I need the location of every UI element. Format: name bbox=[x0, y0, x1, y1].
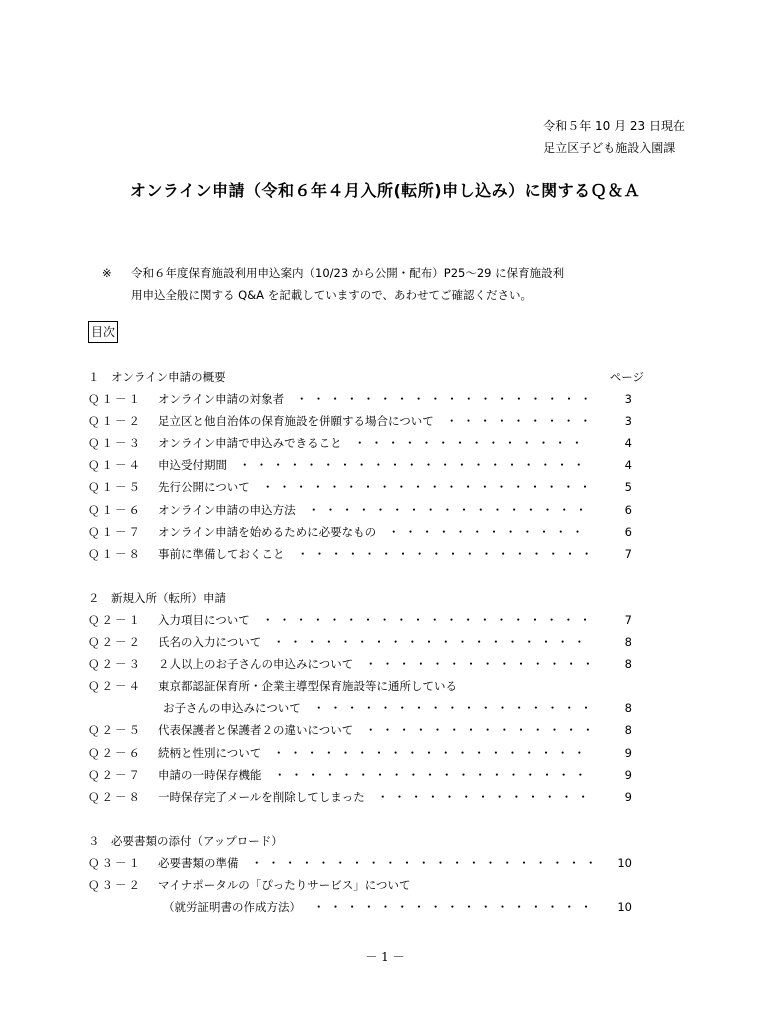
toc-item[interactable] bbox=[88, 454, 648, 476]
toc-item-label: マイナポータルの「ぴったりサービス」について bbox=[158, 877, 411, 892]
section-title: ３ 必要書類の添付（アップロード） bbox=[88, 833, 283, 848]
dot-leader: ・・・・・・・・・ bbox=[446, 414, 597, 429]
dot-leader: ・・・・・・・・・・・・・・・・・ bbox=[313, 900, 597, 915]
dot-leader: ・・・・・・・・・・・・・・・・・・・・・ bbox=[251, 855, 602, 870]
dot-leader: ・・・・・・・・・・・・ bbox=[388, 524, 589, 539]
toc-item[interactable] bbox=[88, 432, 648, 454]
toc-item-label: ２人以上のお子さんの申込みについて bbox=[158, 657, 354, 672]
toc-item-continuation[interactable] bbox=[88, 896, 648, 918]
toc-item-code: Ｑ１－８ bbox=[88, 546, 142, 561]
toc-section-heading bbox=[88, 830, 648, 852]
toc-item-page: 8 bbox=[624, 723, 632, 738]
toc-item-label: 足立区と他自治体の保育施設を併願する場合について bbox=[158, 414, 434, 429]
dot-leader: ・・・・・・・・・・・・・・・・・・ bbox=[297, 546, 598, 561]
toc-item-label: 事前に準備しておくこと bbox=[158, 546, 285, 561]
toc-item-code: Ｑ１－５ bbox=[88, 480, 142, 495]
toc-item[interactable] bbox=[88, 543, 648, 565]
toc-item[interactable] bbox=[88, 742, 648, 764]
toc-item-code: Ｑ１－６ bbox=[88, 502, 142, 517]
toc-item[interactable] bbox=[88, 388, 648, 410]
toc-item-label: 必要書類の準備 bbox=[158, 855, 239, 870]
toc-item-label: オンライン申請の対象者 bbox=[158, 392, 285, 407]
dot-leader: ・・・・・・・・・・・・・・ bbox=[354, 436, 588, 451]
toc-item-label: 氏名の入力について bbox=[158, 635, 262, 650]
dot-leader: ・・・・・・・・・・・・・・ bbox=[365, 657, 599, 672]
toc-item[interactable] bbox=[88, 852, 648, 874]
toc-item[interactable] bbox=[88, 719, 648, 741]
toc-item-page: 9 bbox=[624, 789, 632, 804]
dot-leader: ・・・・・・・・・・・・・・・・・・・・ bbox=[262, 612, 596, 627]
dot-leader: ・・・・・・・・・・・・・・・・・・・ bbox=[274, 767, 592, 782]
toc-item[interactable] bbox=[88, 675, 648, 697]
toc-item-code: Ｑ２－６ bbox=[88, 745, 142, 760]
toc-item-page: 4 bbox=[624, 436, 632, 451]
toc-item-page: 6 bbox=[624, 502, 632, 517]
toc-item-page: 7 bbox=[624, 546, 632, 561]
section-title: １ オンライン申請の概要 bbox=[88, 370, 226, 384]
dot-leader: ・・・・・・・・・・・・・・・・・ bbox=[313, 701, 597, 716]
toc-item[interactable] bbox=[88, 786, 648, 808]
toc-item-code: Ｑ３－２ bbox=[88, 877, 142, 892]
toc-item-label: オンライン申請の申込方法 bbox=[158, 502, 296, 517]
dot-leader: ・・・・・・・・・・・・・・・・・・・ bbox=[273, 635, 591, 650]
toc-item-label: 代表保護者と保護者２の違いについて bbox=[158, 723, 354, 738]
toc-item-page: 9 bbox=[624, 745, 632, 760]
toc-item-code: Ｑ２－２ bbox=[88, 635, 142, 650]
toc-item[interactable] bbox=[88, 874, 648, 896]
toc-item-code: Ｑ２－３ bbox=[88, 657, 142, 672]
dot-leader: ・・・・・・・・・・・・・・・・・・・ bbox=[273, 745, 591, 760]
toc-item-label: 東京都認証保育所・企業主導型保育施設等に通所している bbox=[158, 679, 457, 694]
toc-item-page: 8 bbox=[624, 701, 632, 716]
date-text: 令和５年 10 月 23 日現在 bbox=[543, 119, 685, 133]
toc-item-page: 3 bbox=[624, 414, 632, 429]
toc-item[interactable] bbox=[88, 631, 648, 653]
toc-item-code: Ｑ１－２ bbox=[88, 414, 142, 429]
toc-item-code: Ｑ１－４ bbox=[88, 458, 142, 473]
toc-item-code: Ｑ１－３ bbox=[88, 436, 142, 451]
toc-item-label: 一時保存完了メールを削除してしまった bbox=[158, 789, 365, 804]
toc-item[interactable] bbox=[88, 499, 648, 521]
toc-item-label-continued: （就労証明書の作成方法） bbox=[163, 900, 301, 915]
toc-item-page: 6 bbox=[624, 524, 632, 539]
toc-item-label: 入力項目について bbox=[158, 612, 250, 627]
toc-item-continuation[interactable] bbox=[88, 697, 648, 719]
toc-item-label-continued: お子さんの申込みについて bbox=[163, 701, 301, 716]
toc-item-page: 5 bbox=[624, 480, 632, 495]
toc-section-heading bbox=[88, 587, 648, 609]
section-spacer bbox=[88, 565, 648, 587]
note-mark: ※ bbox=[102, 266, 112, 280]
toc-item-page: 7 bbox=[624, 612, 632, 627]
toc-item[interactable] bbox=[88, 521, 648, 543]
toc-item-code: Ｑ２－４ bbox=[88, 679, 142, 694]
toc-item-code: Ｑ３－１ bbox=[88, 855, 142, 870]
toc-item-label: オンライン申請を始めるために必要なもの bbox=[158, 524, 377, 539]
dot-leader: ・・・・・・・・・・・・・・・・・・・・・ bbox=[239, 458, 590, 473]
section-spacer bbox=[88, 808, 648, 830]
dot-leader: ・・・・・・・・・・・・・・ bbox=[365, 723, 599, 738]
page-number: － 1 － bbox=[365, 950, 405, 964]
department-text: 足立区子ども施設入園課 bbox=[543, 141, 676, 155]
toc-item-code: Ｑ２－８ bbox=[88, 789, 142, 804]
toc-label: 目次 bbox=[88, 321, 118, 343]
dot-leader: ・・・・・・・・・・・・・・・・・・ bbox=[296, 392, 597, 407]
toc-item-code: Ｑ２－１ bbox=[88, 612, 142, 627]
toc-item-page: 10 bbox=[617, 855, 632, 870]
table-of-contents bbox=[88, 366, 648, 918]
toc-item-page: 4 bbox=[624, 458, 632, 473]
note-line-2: 用申込全般に関する Q&A を記載していますので、あわせてご確認ください。 bbox=[131, 288, 532, 302]
toc-item-label: 続柄と性別について bbox=[158, 745, 262, 760]
toc-item-code: Ｑ１－１ bbox=[88, 392, 142, 407]
toc-item[interactable] bbox=[88, 764, 648, 786]
toc-item-page: 8 bbox=[624, 657, 632, 672]
toc-item-page: 10 bbox=[617, 900, 632, 915]
toc-item-page: 9 bbox=[624, 767, 632, 782]
toc-item-page: 3 bbox=[624, 392, 632, 407]
toc-item-label: 先行公開について bbox=[158, 480, 250, 495]
document-title: オンライン申請（令和６年４月入所(転所)申し込み）に関するＱ＆Ａ bbox=[129, 181, 641, 200]
toc-item-page: 8 bbox=[624, 635, 632, 650]
dot-leader: ・・・・・・・・・・・・・ bbox=[377, 789, 595, 804]
dot-leader: ・・・・・・・・・・・・・・・・・・・・ bbox=[262, 480, 596, 495]
toc-item-code: Ｑ２－７ bbox=[88, 767, 142, 782]
toc-item-label: オンライン申請で申込みできること bbox=[158, 436, 342, 451]
note bbox=[102, 262, 662, 306]
note-line-1: 令和６年度保育施設利用申込案内（10/23 から公開・配布）P25～29 に保育施設利 bbox=[131, 266, 565, 280]
toc-section-heading bbox=[88, 366, 648, 388]
toc-item-code: Ｑ２－５ bbox=[88, 723, 142, 738]
section-title: ２ 新規入所（転所）申請 bbox=[88, 590, 226, 605]
toc-item-label: 申請の一時保存機能 bbox=[158, 767, 262, 782]
page-column-header: ページ bbox=[609, 370, 644, 384]
date-block bbox=[543, 115, 685, 159]
toc-item[interactable] bbox=[88, 476, 648, 498]
toc-item-code: Ｑ１－７ bbox=[88, 524, 142, 539]
toc-item[interactable] bbox=[88, 609, 648, 631]
toc-item-label: 申込受付期間 bbox=[158, 458, 227, 473]
toc-item[interactable] bbox=[88, 653, 648, 675]
toc-item[interactable] bbox=[88, 410, 648, 432]
dot-leader: ・・・・・・・・・・・・・・・・・ bbox=[308, 502, 592, 517]
